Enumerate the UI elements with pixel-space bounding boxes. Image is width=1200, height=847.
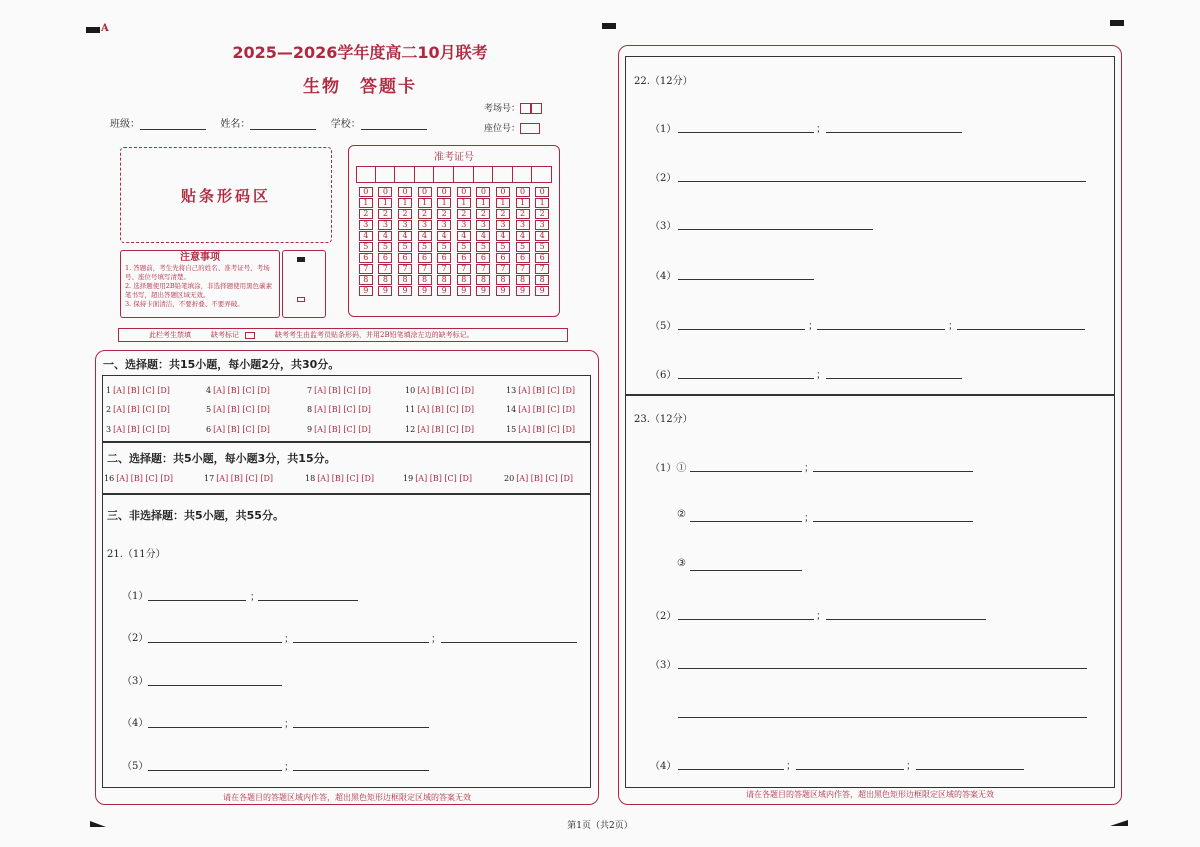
semicolon: ； [948, 321, 958, 332]
mcq-options[interactable]: [A] [B] [C] [D] [213, 386, 270, 395]
class-label: 班级： [110, 119, 140, 130]
admission-cell[interactable] [513, 166, 533, 183]
admission-bubble-column [376, 187, 396, 296]
admission-digit-bubble[interactable]: 1 [359, 198, 373, 208]
admission-digit-bubble[interactable]: 3 [398, 220, 412, 230]
q21-part5-blank-2[interactable] [293, 770, 429, 771]
mcq-options[interactable]: [A] [B] [C] [D] [213, 405, 270, 414]
mcq-number: 12 [405, 425, 416, 434]
mcq-question [405, 405, 474, 414]
notice-heading: 注意事项 [180, 252, 220, 263]
left-footer-note: 请在各题目的答题区域内作答，超出黑色矩形边框限定区域的答案无效 [223, 793, 471, 802]
q23-part4-blank-1[interactable] [678, 769, 784, 770]
admission-digit-bubble[interactable]: 7 [516, 264, 530, 274]
page-number: 第1页（共2页） [567, 821, 633, 831]
section2-heading: 二、选择题：共5小题，每小题3分，共15分。 [107, 452, 336, 465]
exam-room-box-1[interactable] [520, 103, 531, 114]
semicolon: ； [804, 513, 814, 524]
mcq-number: 20 [504, 474, 515, 483]
seat-label: 座位号： [484, 124, 521, 134]
q23-part1a-blank-1[interactable] [690, 471, 802, 472]
absent-mark-label: 缺考标记 [211, 331, 239, 339]
section1-heading: 一、选择题：共15小题，每小题2分，共30分。 [103, 358, 340, 371]
alignment-mark-top-middle [602, 23, 616, 29]
q23-part1b-label: ② [677, 509, 686, 520]
admission-digit-bubble[interactable]: 3 [378, 220, 392, 230]
q21-part5-label: （5） [122, 761, 149, 772]
admission-digit-bubble[interactable]: 3 [476, 220, 490, 230]
mcq-question [206, 405, 270, 414]
admission-digit-bubble[interactable]: 7 [476, 264, 490, 274]
admission-digit-bubble[interactable]: 5 [516, 242, 530, 252]
admission-cell[interactable] [454, 166, 474, 183]
admission-digit-bubble[interactable]: 5 [359, 242, 373, 252]
admission-digit-bubble[interactable]: 0 [457, 187, 471, 197]
admission-digit-bubble[interactable]: 6 [359, 253, 373, 263]
admission-digit-bubble[interactable]: 9 [457, 286, 471, 296]
mcq-options[interactable]: [A] [B] [C] [D] [113, 386, 170, 395]
mcq-question [506, 405, 575, 414]
admission-digit-bubble[interactable]: 1 [535, 198, 549, 208]
admission-grid-body [356, 166, 552, 296]
admission-digit-bubble[interactable]: 4 [359, 231, 373, 241]
admission-digit-bubble[interactable]: 1 [378, 198, 392, 208]
q21-part5-blank-1[interactable] [148, 770, 282, 771]
admission-digit-bubble[interactable]: 9 [496, 286, 510, 296]
admission-digit-bubble[interactable]: 6 [516, 253, 530, 263]
q21-part2-blank-2[interactable] [293, 642, 429, 643]
mcq-number: 13 [506, 386, 517, 395]
q22-part5-blank-3[interactable] [957, 329, 1085, 330]
admission-digit-bubble[interactable]: 1 [516, 198, 530, 208]
mcq-number: 8 [307, 405, 313, 414]
admission-digit-bubble[interactable]: 8 [378, 275, 392, 285]
q21-part4-label: （4） [122, 718, 149, 729]
q23-part1c-label: ③ [677, 558, 686, 569]
admission-digit-bubble[interactable]: 3 [359, 220, 373, 230]
fill-example-box [282, 250, 326, 318]
admission-digit-bubble[interactable]: 9 [359, 286, 373, 296]
mcq-options[interactable]: [A] [B] [C] [D] [415, 474, 472, 483]
admission-digit-bubble[interactable]: 2 [535, 209, 549, 219]
q21-part1-label: （1） [122, 591, 149, 602]
q22-part4-label: （4） [650, 271, 677, 282]
admission-digit-bubble[interactable]: 0 [516, 187, 530, 197]
q23-part2-blank-1[interactable] [678, 619, 814, 620]
mcq-options[interactable]: [A] [B] [C] [D] [314, 386, 371, 395]
school-field[interactable] [361, 120, 427, 130]
admission-digit-bubble[interactable]: 6 [535, 253, 549, 263]
q21-part3-blank-1[interactable] [148, 685, 282, 686]
admission-cell[interactable] [434, 166, 454, 183]
q23-part1a-blank-2[interactable] [813, 471, 973, 472]
seat-box[interactable] [520, 123, 540, 134]
admission-cell[interactable] [356, 166, 376, 183]
admission-digit-bubble[interactable]: 2 [516, 209, 530, 219]
q23-part3-label: （3） [650, 660, 677, 671]
admission-digit-bubble[interactable]: 2 [437, 209, 451, 219]
mcq-number: 4 [206, 386, 212, 395]
absent-mark-box[interactable] [245, 332, 255, 339]
semicolon: ； [906, 761, 916, 772]
admission-digit-bubble[interactable]: 8 [535, 275, 549, 285]
mcq-number: 7 [307, 386, 313, 395]
q22-title: 22.（12分） [634, 76, 693, 87]
mcq-question [204, 474, 273, 483]
admission-digit-bubble[interactable]: 4 [476, 231, 490, 241]
admission-bubble-column [395, 187, 415, 296]
exam-room-row [484, 101, 542, 114]
admission-digit-bubble[interactable]: 8 [516, 275, 530, 285]
q22-part2-label: （2） [650, 173, 677, 184]
admission-digit-bubble[interactable]: 9 [476, 286, 490, 296]
admission-bubble-column [356, 187, 376, 296]
admission-bubble-column [415, 187, 435, 296]
mcq-question [206, 425, 270, 434]
absent-left-label: 此栏考生禁填 [149, 331, 191, 339]
admission-digit-bubble[interactable]: 3 [437, 220, 451, 230]
admission-digit-bubble[interactable]: 2 [378, 209, 392, 219]
admission-number-title: 准考证号 [434, 152, 474, 163]
q21-part3-label: （3） [122, 676, 149, 687]
q22-part2-blank-1[interactable] [678, 181, 1086, 182]
barcode-area: 贴条形码区 [120, 147, 332, 243]
admission-digit-bubble[interactable]: 0 [437, 187, 451, 197]
mcq-options[interactable]: [A] [B] [C] [D] [317, 474, 374, 483]
admission-digit-bubble[interactable]: 5 [535, 242, 549, 252]
admission-digit-bubble[interactable]: 6 [378, 253, 392, 263]
exam-subtitle: 生物 答题卡 [303, 77, 417, 97]
q23-part1b-blank-1[interactable] [690, 521, 802, 522]
admission-digit-bubble[interactable]: 4 [496, 231, 510, 241]
mcq-question [104, 474, 173, 483]
admission-digit-bubble[interactable]: 3 [496, 220, 510, 230]
mcq-question [506, 386, 575, 395]
semicolon: ； [816, 124, 826, 135]
admission-digit-bubble[interactable]: 4 [378, 231, 392, 241]
admission-digit-bubble[interactable]: 5 [496, 242, 510, 252]
admission-digit-bubble[interactable]: 0 [398, 187, 412, 197]
mcq-number: 2 [106, 405, 112, 414]
admission-digit-bubble[interactable]: 0 [418, 187, 432, 197]
q23-part1-label: （1）① [650, 463, 687, 474]
section3-heading: 三、非选择题：共5小题，共55分。 [107, 509, 284, 522]
mcq-question [307, 405, 371, 414]
mcq-question [403, 474, 472, 483]
q22-part6-blank-1[interactable] [678, 378, 814, 379]
admission-digit-bubble[interactable]: 9 [398, 286, 412, 296]
admission-cell[interactable] [532, 166, 552, 183]
semicolon: ； [431, 634, 441, 645]
admission-digit-bubble[interactable]: 4 [535, 231, 549, 241]
mcq-question [106, 405, 170, 414]
admission-digit-bubble[interactable]: 1 [457, 198, 471, 208]
mcq-question [405, 386, 474, 395]
admission-digit-bubble[interactable]: 6 [398, 253, 412, 263]
admission-digit-bubble[interactable]: 6 [476, 253, 490, 263]
mcq-options[interactable]: [A] [B] [C] [D] [417, 405, 474, 414]
admission-digit-bubble[interactable]: 4 [457, 231, 471, 241]
admission-bubbles [356, 187, 552, 296]
q23-part4-blank-3[interactable] [916, 769, 1024, 770]
mcq-question [504, 474, 573, 483]
admission-bubble-column [454, 187, 474, 296]
admission-digit-bubble[interactable]: 3 [535, 220, 549, 230]
admission-cell[interactable] [474, 166, 494, 183]
q21-part2-label: （2） [122, 633, 149, 644]
admission-digit-bubble[interactable]: 8 [398, 275, 412, 285]
admission-digit-bubble[interactable]: 6 [418, 253, 432, 263]
q23-title: 23.（12分） [634, 414, 693, 425]
q21-part1-blank-1[interactable] [148, 600, 246, 601]
admission-digit-bubble[interactable]: 0 [378, 187, 392, 197]
admission-digit-bubble[interactable]: 7 [359, 264, 373, 274]
admission-digit-bubble[interactable]: 6 [496, 253, 510, 263]
admission-digit-bubble[interactable]: 2 [359, 209, 373, 219]
q22-part5-blank-2[interactable] [817, 329, 945, 330]
absent-note: 缺考考生由监考员贴条形码，并用2B铅笔填涂左边的缺考标记。 [275, 331, 474, 339]
mcq-question [405, 425, 474, 434]
q23-part2-label: （2） [650, 611, 677, 622]
admission-digit-bubble[interactable]: 2 [476, 209, 490, 219]
mcq-number: 18 [305, 474, 316, 483]
q23-box [625, 395, 1115, 788]
mcq-options[interactable]: [A] [B] [C] [D] [213, 425, 270, 434]
q21-title: 21.（11分） [107, 549, 166, 560]
admission-bubble-column [434, 187, 454, 296]
q22-part4-blank-1[interactable] [678, 279, 814, 280]
semicolon: ； [284, 719, 294, 730]
mcq-options[interactable]: [A] [B] [C] [D] [518, 425, 575, 434]
admission-digit-bubble[interactable]: 6 [457, 253, 471, 263]
semicolon: ； [816, 611, 826, 622]
admission-digit-bubble[interactable]: 7 [418, 264, 432, 274]
seat-row [484, 121, 540, 134]
school-label: 学校： [330, 119, 361, 130]
info-row [110, 115, 427, 130]
q23-part3-blank-1[interactable] [678, 668, 1087, 669]
admission-digit-bubble[interactable]: 6 [437, 253, 451, 263]
mcq-number: 14 [506, 405, 517, 414]
notice-item: 3. 保持卡面清洁，不要折叠、不要弄破。 [125, 300, 244, 308]
admission-digit-bubble[interactable]: 5 [437, 242, 451, 252]
admission-digit-bubble[interactable]: 1 [496, 198, 510, 208]
name-field[interactable] [250, 120, 316, 130]
admission-digit-bubble[interactable]: 3 [418, 220, 432, 230]
q23-part1b-blank-2[interactable] [813, 521, 973, 522]
mcq-question [307, 386, 371, 395]
admission-cell[interactable] [415, 166, 435, 183]
mcq-options[interactable]: [A] [B] [C] [D] [314, 405, 371, 414]
semicolon: ； [804, 463, 814, 474]
admission-write-cells [356, 166, 552, 183]
admission-digit-bubble[interactable]: 0 [496, 187, 510, 197]
mcq-number: 16 [104, 474, 115, 483]
semicolon: ； [284, 634, 294, 645]
q21-part4-blank-1[interactable] [148, 727, 282, 728]
exam-title: 2025—2026学年度高二10月联考 [232, 43, 488, 62]
q22-part1-blank-2[interactable] [826, 132, 962, 133]
mcq-question [106, 425, 170, 434]
mcq-options[interactable]: [A] [B] [C] [D] [417, 425, 474, 434]
q22-part3-blank-1[interactable] [678, 229, 873, 230]
semicolon: ； [808, 321, 818, 332]
admission-cell[interactable] [376, 166, 396, 183]
admission-digit-bubble[interactable]: 1 [437, 198, 451, 208]
semicolon: ； [816, 370, 826, 381]
semicolon: ； [250, 592, 260, 603]
fill-example-mark [297, 257, 305, 262]
admission-digit-bubble[interactable]: 2 [418, 209, 432, 219]
admission-digit-bubble[interactable]: 5 [398, 242, 412, 252]
admission-digit-bubble[interactable]: 7 [378, 264, 392, 274]
exam-room-label: 考场号： [484, 104, 521, 114]
notice-item: 1. 答题前，考生先将自己的姓名、准考证号、考场号、座位号填写清楚。 [125, 264, 270, 281]
q22-part5-label: （5） [650, 321, 677, 332]
mcq-options[interactable]: [A] [B] [C] [D] [518, 405, 575, 414]
section3-box [102, 494, 591, 788]
q23-part2-blank-2[interactable] [826, 619, 986, 620]
admission-bubble-column [513, 187, 533, 296]
admission-digit-bubble[interactable]: 9 [437, 286, 451, 296]
notice-box [120, 250, 280, 318]
mcq-question [305, 474, 374, 483]
admission-digit-bubble[interactable]: 8 [457, 275, 471, 285]
notice-item: 2. 选择题使用2B铅笔填涂，非选择题使用黑色碳素笔书写，超出答题区域无效。 [125, 282, 273, 299]
logo-text: A [101, 23, 109, 34]
q22-part6-blank-2[interactable] [826, 378, 962, 379]
admission-digit-bubble[interactable]: 7 [535, 264, 549, 274]
admission-digit-bubble[interactable]: 2 [398, 209, 412, 219]
mcq-options[interactable]: [A] [B] [C] [D] [113, 425, 170, 434]
admission-digit-bubble[interactable]: 1 [476, 198, 490, 208]
mcq-number: 9 [307, 425, 313, 434]
fill-example-empty [297, 297, 305, 302]
admission-digit-bubble[interactable]: 5 [457, 242, 471, 252]
mcq-options[interactable]: [A] [B] [C] [D] [116, 474, 173, 483]
admission-digit-bubble[interactable]: 0 [476, 187, 490, 197]
admission-digit-bubble[interactable]: 2 [496, 209, 510, 219]
alignment-mark-top-left [86, 27, 100, 33]
mcq-number: 11 [405, 405, 416, 414]
mcq-options[interactable]: [A] [B] [C] [D] [314, 425, 371, 434]
q21-part4-blank-2[interactable] [293, 727, 429, 728]
mcq-question [307, 425, 371, 434]
mcq-question [206, 386, 270, 395]
right-footer-note: 请在各题目的答题区域内作答，超出黑色矩形边框限定区域的答案无效 [746, 790, 994, 799]
admission-digit-bubble[interactable]: 5 [476, 242, 490, 252]
mcq-number: 19 [403, 474, 414, 483]
admission-bubble-column [474, 187, 494, 296]
q22-part5-blank-1[interactable] [678, 329, 805, 330]
admission-digit-bubble[interactable]: 1 [418, 198, 432, 208]
q21-part1-blank-2[interactable] [258, 600, 358, 601]
admission-digit-bubble[interactable]: 8 [418, 275, 432, 285]
admission-cell[interactable] [395, 166, 415, 183]
admission-digit-bubble[interactable]: 3 [516, 220, 530, 230]
mcq-number: 3 [106, 425, 112, 434]
admission-digit-bubble[interactable]: 7 [437, 264, 451, 274]
q21-part2-blank-3[interactable] [441, 642, 577, 643]
admission-digit-bubble[interactable]: 9 [378, 286, 392, 296]
admission-digit-bubble[interactable]: 5 [418, 242, 432, 252]
admission-bubble-column [493, 187, 513, 296]
semicolon: ； [786, 761, 796, 772]
absent-row [118, 328, 568, 342]
q23-part3-blank-2[interactable] [678, 717, 1087, 718]
mcq-options[interactable]: [A] [B] [C] [D] [516, 474, 573, 483]
mcq-number: 17 [204, 474, 215, 483]
mcq-question [506, 425, 575, 434]
mcq-options[interactable]: [A] [B] [C] [D] [417, 386, 474, 395]
admission-digit-bubble[interactable]: 5 [378, 242, 392, 252]
admission-digit-bubble[interactable]: 8 [496, 275, 510, 285]
admission-digit-bubble[interactable]: 9 [516, 286, 530, 296]
mcq-options[interactable]: [A] [B] [C] [D] [518, 386, 575, 395]
class-field[interactable] [140, 120, 206, 130]
mcq-number: 15 [506, 425, 517, 434]
q22-part1-label: （1） [650, 124, 677, 135]
admission-digit-bubble[interactable]: 1 [398, 198, 412, 208]
q23-part4-label: （4） [650, 761, 677, 772]
q22-box [625, 56, 1115, 395]
exam-room-box-2[interactable] [531, 103, 542, 114]
admission-digit-bubble[interactable]: 0 [535, 187, 549, 197]
mcq-number: 1 [106, 386, 112, 395]
admission-digit-bubble[interactable]: 4 [418, 231, 432, 241]
admission-digit-bubble[interactable]: 7 [496, 264, 510, 274]
admission-digit-bubble[interactable]: 8 [437, 275, 451, 285]
mcq-number: 6 [206, 425, 212, 434]
admission-digit-bubble[interactable]: 4 [516, 231, 530, 241]
admission-digit-bubble[interactable]: 4 [437, 231, 451, 241]
q22-part6-label: （6） [650, 370, 677, 381]
q23-part1c-blank-1[interactable] [690, 570, 802, 571]
mcq-question [106, 386, 170, 395]
mcq-options[interactable]: [A] [B] [C] [D] [216, 474, 273, 483]
admission-cell[interactable] [493, 166, 513, 183]
admission-bubble-column [532, 187, 552, 296]
mcq-options[interactable]: [A] [B] [C] [D] [113, 405, 170, 414]
q23-part4-blank-2[interactable] [796, 769, 904, 770]
mcq-number: 10 [405, 386, 416, 395]
admission-digit-bubble[interactable]: 2 [457, 209, 471, 219]
admission-number-grid [348, 145, 560, 317]
admission-digit-bubble[interactable]: 7 [398, 264, 412, 274]
name-label: 姓名： [220, 119, 251, 130]
mcq-number: 5 [206, 405, 212, 414]
admission-digit-bubble[interactable]: 9 [535, 286, 549, 296]
q22-part3-label: （3） [650, 221, 677, 232]
admission-digit-bubble[interactable]: 4 [398, 231, 412, 241]
alignment-mark-top-right [1110, 20, 1124, 26]
logo [101, 23, 109, 34]
admission-digit-bubble[interactable]: 8 [359, 275, 373, 285]
admission-digit-bubble[interactable]: 3 [457, 220, 471, 230]
admission-digit-bubble[interactable]: 0 [359, 187, 373, 197]
admission-digit-bubble[interactable]: 9 [418, 286, 432, 296]
q21-part2-blank-1[interactable] [148, 642, 282, 643]
q22-part1-blank-1[interactable] [678, 132, 814, 133]
semicolon: ； [284, 762, 294, 773]
admission-digit-bubble[interactable]: 7 [457, 264, 471, 274]
admission-digit-bubble[interactable]: 8 [476, 275, 490, 285]
